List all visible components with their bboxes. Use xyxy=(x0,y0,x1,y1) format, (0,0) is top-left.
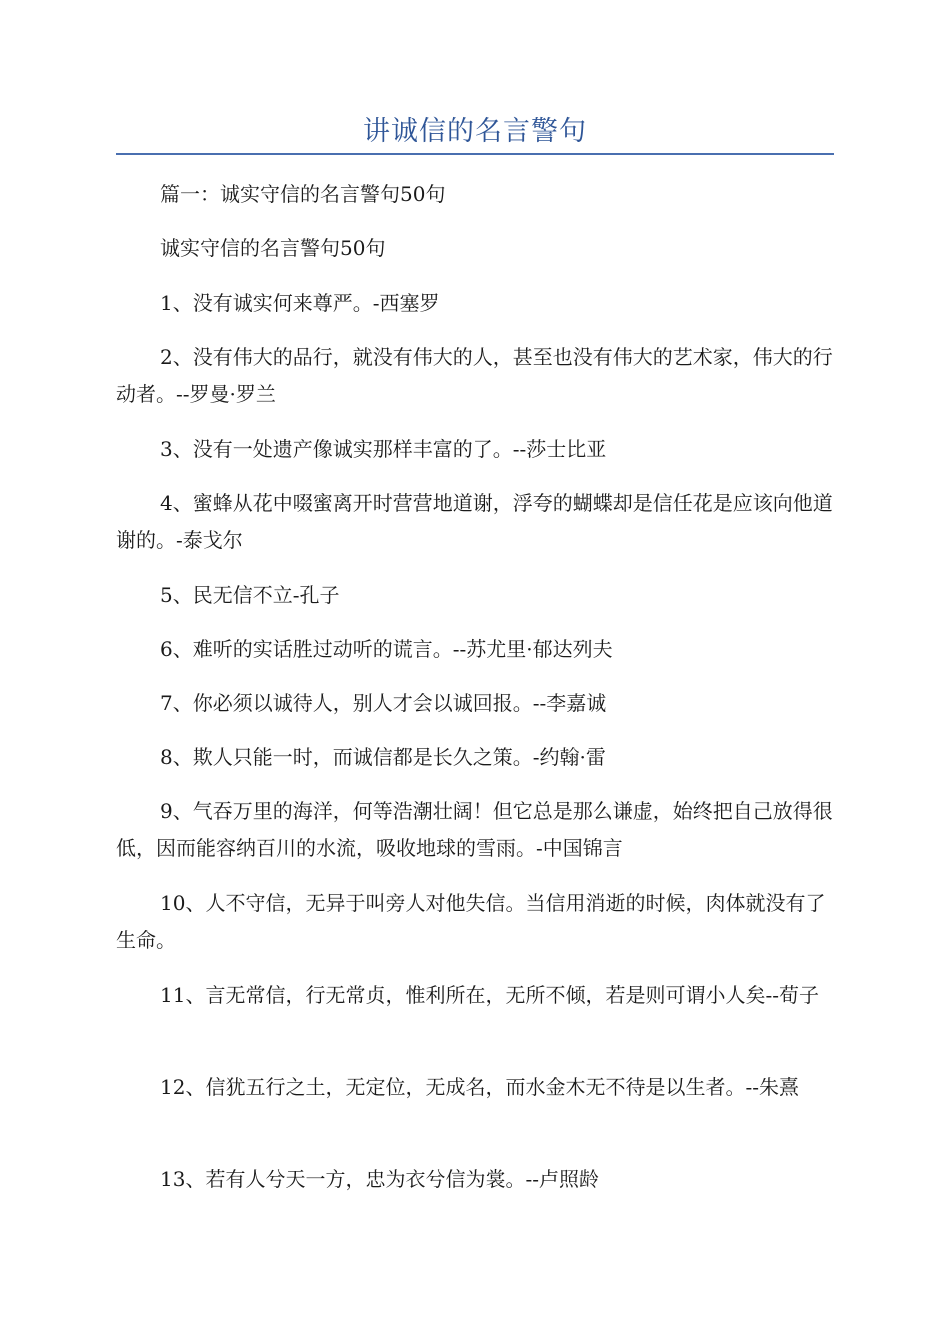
title-underline xyxy=(116,153,834,155)
quote-item-7: 7、你必须以诚待人，别人才会以诚回报。--李嘉诚 xyxy=(160,691,607,715)
quote-item-9: 9、气吞万里的海洋，何等浩潮壮阔！但它总是那么谦虚，始终把自己放得很低，因而能容纳百川的水流，吸收地球的雪雨。-中国锦言 xyxy=(116,799,833,860)
document-title: 讲诚信的名言警句 xyxy=(363,116,587,147)
paragraph-section-heading: 篇一：诚实守信的名言警句50句 xyxy=(160,182,446,206)
quote-item-10: 10、人不守信，无异于叫旁人对他失信。当信用消逝的时候，肉体就没有了生命。 xyxy=(116,891,826,952)
paragraph-subheading: 诚实守信的名言警句50句 xyxy=(160,236,386,260)
quote-item-5: 5、民无信不立-孔子 xyxy=(160,583,340,607)
quote-item-13: 13、若有人兮天一方，忠为衣兮信为裳。--卢照龄 xyxy=(160,1167,599,1191)
quote-item-6: 6、难听的实话胜过动听的谎言。--苏尤里·郁达列夫 xyxy=(160,637,613,661)
quote-item-3: 3、没有一处遗产像诚实那样丰富的了。--莎士比亚 xyxy=(160,437,607,461)
quote-item-1: 1、没有诚实何来尊严。-西塞罗 xyxy=(160,291,440,315)
quote-item-4: 4、蜜蜂从花中啜蜜离开时营营地道谢，浮夸的蝴蝶却是信任花是应该向他道谢的。-泰戈尔 xyxy=(116,491,833,552)
quote-item-8: 8、欺人只能一时，而诚信都是长久之策。-约翰·雷 xyxy=(160,745,606,769)
quote-item-2: 2、没有伟大的品行，就没有伟大的人，甚至也没有伟大的艺术家，伟大的行动者。--罗曼·罗兰 xyxy=(116,345,833,406)
quote-item-11: 11、言无常信，行无常贞，惟利所在，无所不倾，若是则可谓小人矣--荀子 xyxy=(160,983,819,1007)
quote-item-12: 12、信犹五行之土，无定位，无成名，而水金木无不待是以生者。--朱熹 xyxy=(160,1075,799,1099)
